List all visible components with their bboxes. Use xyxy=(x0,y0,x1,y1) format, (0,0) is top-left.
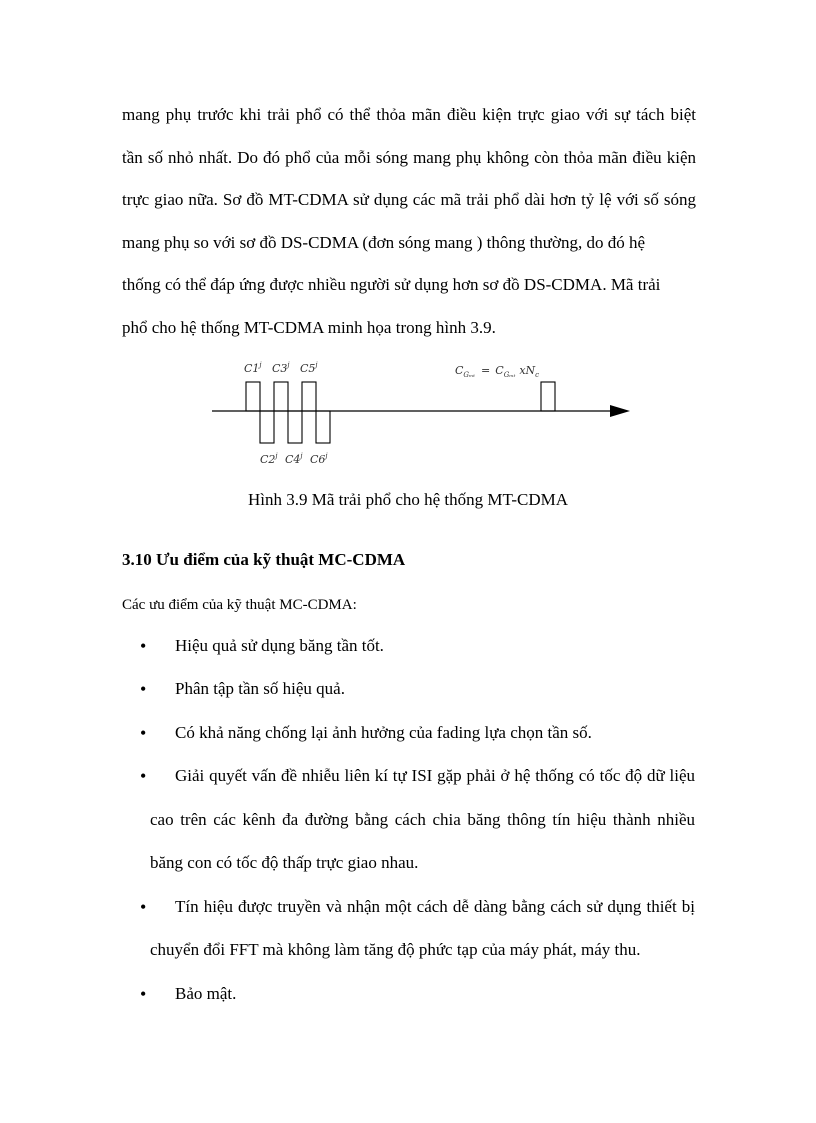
paragraph-line: thống có thể đáp ứng được nhiều người sử dụng hơn sơ đồ DS-CDMA. Mã trải xyxy=(122,275,661,294)
paragraph-line: phổ cho hệ thống MT-CDMA minh họa trong hình 3.9. xyxy=(122,317,496,337)
bullet-icon: • xyxy=(140,723,147,743)
paragraph-line: trực giao nữa. Sơ đồ MT-CDMA sử dụng các mã trải phổ dài hơn tỷ lệ với số sóng xyxy=(122,190,696,209)
bullet-icon: • xyxy=(140,897,147,917)
paragraph-line: mang phụ so với sơ đồ DS-CDMA (đơn sóng mang ) thông thường, do đó hệ xyxy=(122,232,646,252)
chip-label: C4$^j$ xyxy=(285,452,303,466)
chip-label: C3$^j$ xyxy=(272,361,290,375)
paragraph-line: mang phụ trước khi trải phổ có thể thỏa mãn điều kiện trực giao với sự tách biệt xyxy=(122,105,696,124)
chip-pulse-down xyxy=(260,411,274,443)
chip-label: C5$^j$ xyxy=(300,361,318,375)
bullet-icon: • xyxy=(140,679,147,699)
chip-pulse-up xyxy=(246,382,260,411)
section-intro: Các ưu điểm của kỹ thuật MC-CDMA: xyxy=(122,597,357,613)
bullet-icon: • xyxy=(140,984,147,1004)
axis-arrowhead xyxy=(610,405,630,417)
chip-pulse-up xyxy=(274,382,288,411)
chip-label: C2$^j$ xyxy=(260,452,278,466)
chip-pulse-down xyxy=(316,411,330,443)
chip-label: C6$^j$ xyxy=(310,452,328,466)
figure-caption: Hình 3.9 Mã trải phổ cho hệ thống MT-CDMA xyxy=(248,490,568,509)
section-heading: 3.10 Ưu điểm của kỹ thuật MC-CDMA xyxy=(122,550,406,569)
body-paragraph xyxy=(122,94,696,349)
paragraph-line: tần số nhỏ nhất. Do đó phổ của mỗi sóng mang phụ không còn thỏa mãn điều kiện xyxy=(122,147,696,167)
spreading-code-figure xyxy=(200,350,640,475)
chip-pulse-up xyxy=(541,382,555,411)
bullet-icon: • xyxy=(140,766,147,786)
bullet-icon: • xyxy=(140,636,147,656)
code-length-equation: $C_{G_{mt}} = C_{G_{mt}}$ $xN_c$ xyxy=(455,364,540,379)
chip-pulse-up xyxy=(302,382,316,411)
chip-label: C1$^j$ xyxy=(244,361,262,375)
chip-pulse-down xyxy=(288,411,302,443)
